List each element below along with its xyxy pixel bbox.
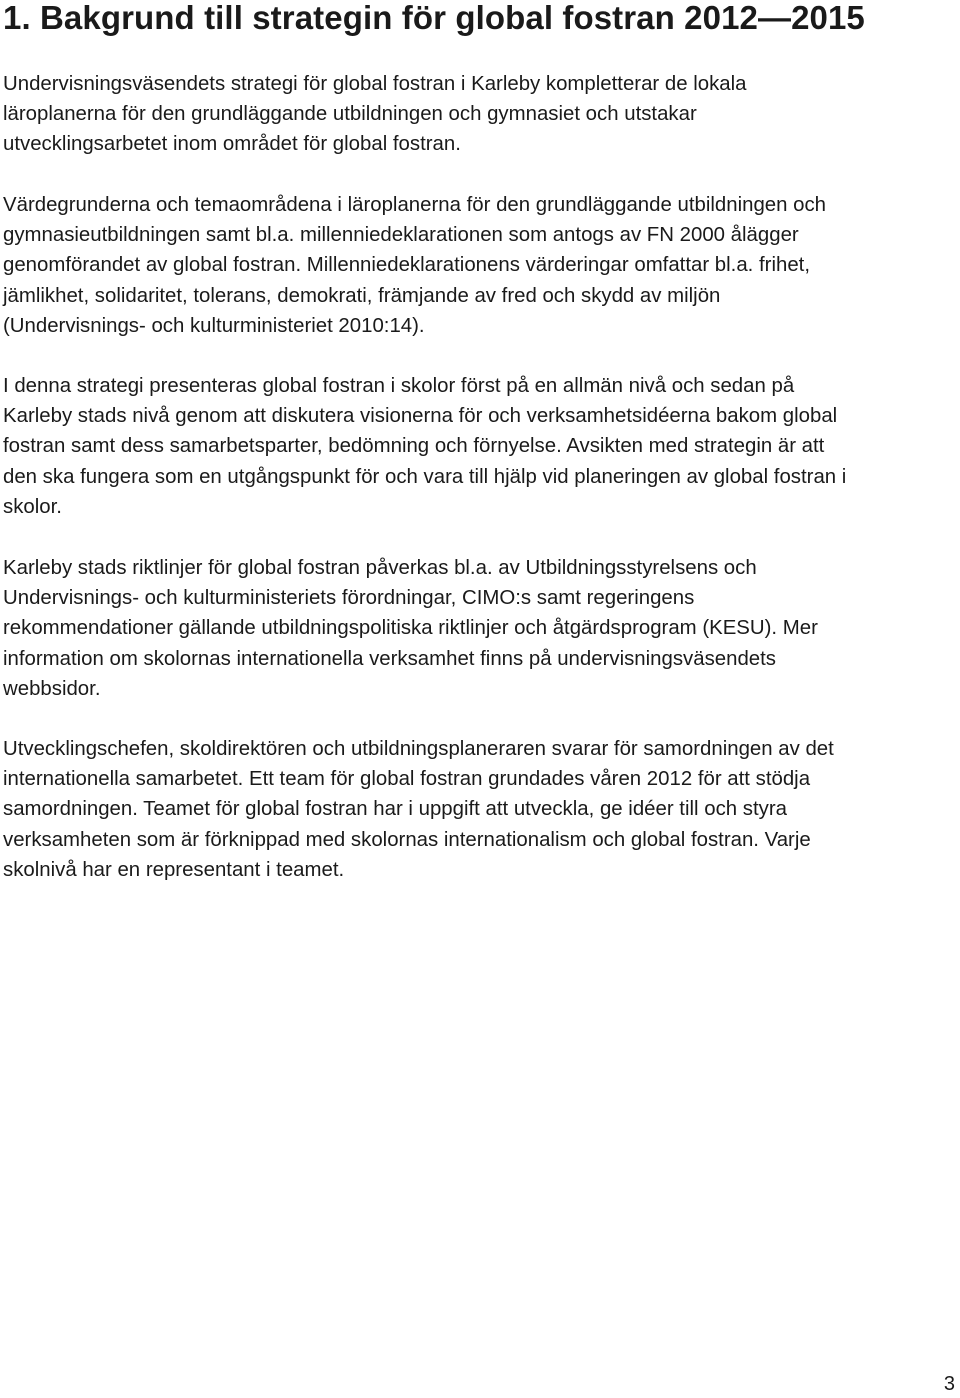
paragraph-line: gymnasieutbildningen samt bl.a. millenniedeklarationen som antogs av FN 2000 ålägger: [3, 224, 799, 247]
paragraph-line: skolnivå har en representant i teamet.: [3, 858, 345, 881]
paragraph-coordination: [3, 734, 834, 885]
paragraph-line: samordningen. Teamet för global fostran har i uppgift att utveckla, ge idéer till och styra: [3, 798, 787, 821]
paragraph-line: jämlikhet, solidaritet, tolerans, demokrati, främjande av fred och skydd av miljön: [3, 284, 721, 307]
paragraph-line: Undervisningsväsendets strategi för global fostran i Karleby kompletterar de lokala: [3, 73, 747, 95]
paragraph-values: [3, 190, 826, 341]
paragraph-line: verksamheten som är förknippad med skolornas internationalism och global fostran. Varje: [3, 828, 811, 851]
paragraph-guidelines: [3, 553, 818, 704]
paragraph-line: Värdegrunderna och temaområdena i läroplanerna för den grundläggande utbildningen och: [3, 194, 827, 216]
paragraph-line: Undervisnings- och kulturministeriets förordningar, CIMO:s samt regeringens: [3, 587, 695, 610]
paragraph-strategy: [3, 371, 846, 522]
paragraph-line: den ska fungera som en utgångspunkt för och vara till hjälp vid planeringen av global fostran i: [3, 465, 847, 488]
page-number: 3: [943, 1373, 955, 1395]
paragraph-line: information om skolornas internationella verksamhet finns på undervisningsväsendets: [3, 647, 776, 670]
paragraph-line: (Undervisnings- och kulturministeriet 2010:14).: [3, 314, 425, 337]
paragraph-line: utvecklingsarbetet inom området för global fostran.: [3, 133, 461, 156]
paragraph-line: I denna strategi presenteras global fostran i skolor först på en allmän nivå och sedan på: [3, 375, 795, 397]
paragraph-line: internationella samarbetet. Ett team för global fostran grundades våren 2012 för att stödja: [3, 768, 811, 791]
paragraph-line: skolor.: [3, 495, 62, 518]
paragraph-intro: [3, 69, 747, 160]
paragraph-line: Karleby stads riktlinjer för global fostran påverkas bl.a. av Utbildningsstyrelsens och: [3, 557, 757, 579]
section-heading: 1. Bakgrund till strategin för global fostran 2012—2015: [3, 0, 865, 36]
paragraph-line: fostran samt dess samarbetsparter, bedömning och förnyelse. Avsikten med strategin är att: [3, 435, 825, 458]
paragraph-line: läroplanerna för den grundläggande utbildningen och gymnasiet och utstakar: [3, 103, 697, 126]
paragraph-line: genomförandet av global fostran. Millenniedeklarationens värderingar omfattar bl.a. frihet,: [3, 254, 811, 277]
paragraph-line: webbsidor.: [3, 677, 101, 700]
paragraph-line: Karleby stads nivå genom att diskutera visionerna för och verksamhetsidéerna bakom global: [3, 405, 838, 428]
paragraph-line: rekommendationer gällande utbildningspolitiska riktlinjer och åtgärdsprogram (KESU). Mer: [3, 617, 818, 640]
paragraph-line: Utvecklingschefen, skoldirektören och utbildningsplaneraren svarar för samordningen av det: [3, 738, 834, 760]
